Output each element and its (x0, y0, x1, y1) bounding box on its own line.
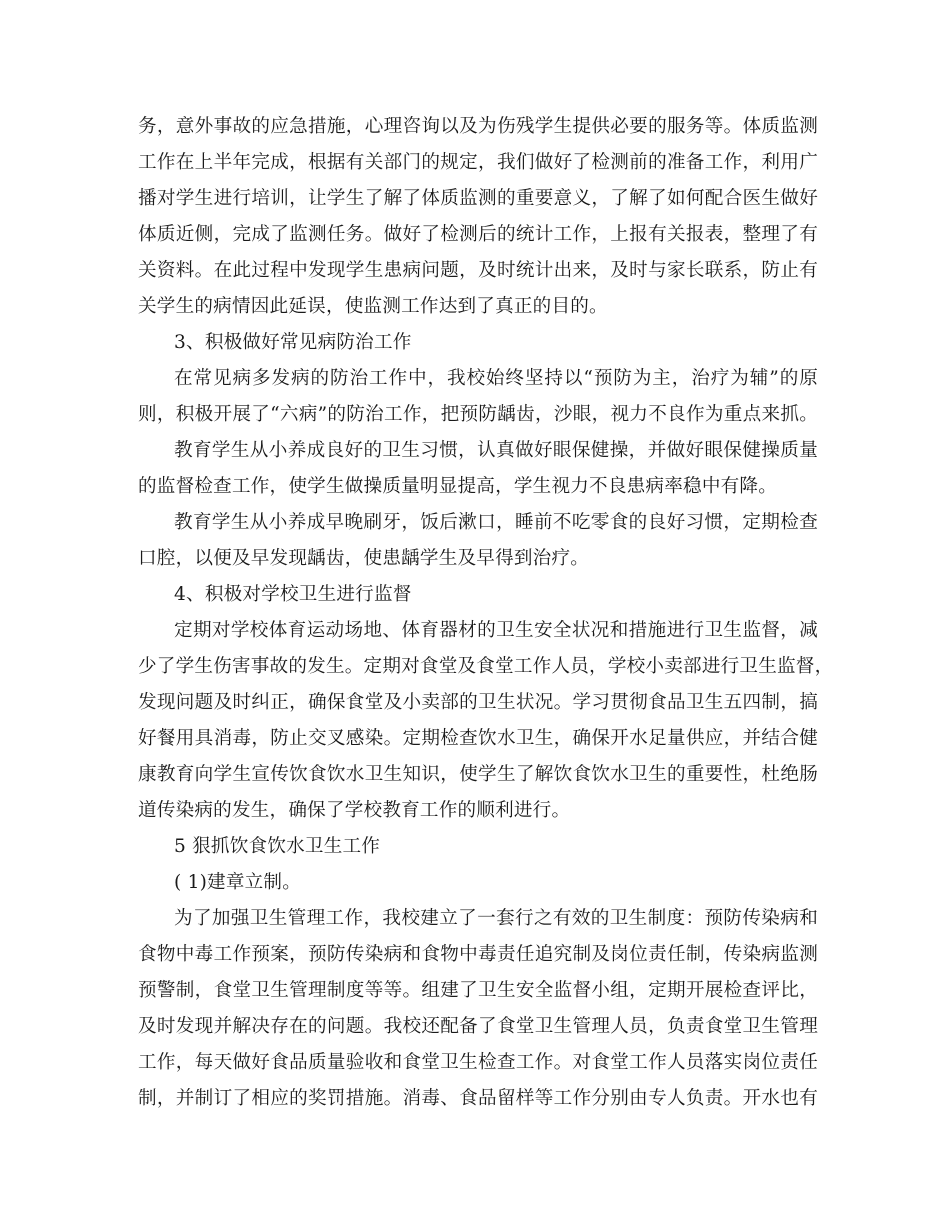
text-line: 则，积极开展了“六病”的防治工作，把预防龋齿，沙眼，视力不良作为重点来抓。 (138, 404, 818, 425)
text-line: 务，意外事故的应急措施，心理咨询以及为伤残学生提供必要的服务等。体质监测 (138, 116, 818, 137)
text-line: 关学生的病情因此延误，使监测工作达到了真正的目的。 (138, 296, 608, 317)
text-line: 关资料。在此过程中发现学生患病问题，及时统计出来，及时与家长联系，防止有 (138, 260, 818, 281)
text-line: 好餐用具消毒，防止交叉感染。定期检查饮水卫生，确保开水足量供应，并结合健 (138, 728, 818, 749)
text-line: 为了加强卫生管理工作，我校建立了一套行之有效的卫生制度：预防传染病和 (174, 908, 818, 929)
text-line: 体质近侧，完成了监测任务。做好了检测后的统计工作，上报有关报表，整理了有 (138, 224, 818, 245)
section-heading: 4、积极对学校卫生进行监督 (174, 584, 412, 605)
text-line: 康教育向学生宣传饮食饮水卫生知识，使学生了解饮食饮水卫生的重要性，杜绝肠 (138, 764, 818, 785)
text-line: 及时发现并解决存在的问题。我校还配备了食堂卫生管理人员，负责食堂卫生管理 (138, 1016, 818, 1037)
text-line: 教育学生从小养成早晚刷牙，饭后漱口，睡前不吃零食的良好习惯，定期检查 (174, 512, 818, 533)
text-line: 道传染病的发生，确保了学校教育工作的顺利进行。 (138, 800, 571, 821)
text-line: 食物中毒工作预案，预防传染病和食物中毒责任追究制及岗位责任制，传染病监测 (138, 944, 818, 965)
text-line: 工作，每天做好食品质量验收和食堂卫生检查工作。对食堂工作人员落实岗位责任 (138, 1052, 818, 1073)
text-line: 工作在上半年完成，根据有关部门的规定，我们做好了检测前的准备工作，利用广 (138, 152, 818, 173)
section-heading: 3、积极做好常见病防治工作 (174, 332, 412, 353)
text-line: 教育学生从小养成良好的卫生习惯，认真做好眼保健操，并做好眼保健操质量 (174, 440, 818, 461)
text-line: 少了学生伤害事故的发生。定期对食堂及食堂工作人员，学校小卖部进行卫生监督， (138, 656, 834, 677)
subsection-heading: ( 1)建章立制。 (174, 872, 302, 893)
text-line: 在常见病多发病的防治工作中，我校始终坚持以“预防为主，治疗为辅”的原 (174, 368, 818, 389)
text-line: 定期对学校体育运动场地、体育器材的卫生安全状况和措施进行卫生监督，减 (174, 620, 818, 641)
text-line: 播对学生进行培训，让学生了解了体质监测的重要意义，了解了如何配合医生做好 (138, 188, 818, 209)
section-heading: 5 狠抓饮食饮水卫生工作 (174, 836, 381, 857)
text-line: 口腔，以便及早发现龋齿，使患龋学生及早得到治疗。 (138, 548, 590, 569)
text-line: 发现问题及时纠正，确保食堂及小卖部的卫生状况。学习贯彻食品卫生五四制，搞 (138, 692, 818, 713)
text-line: 的监督检查工作，使学生做操质量明显提高，学生视力不良患病率稳中有降。 (138, 476, 777, 497)
text-line: 制，并制订了相应的奖罚措施。消毒、食品留样等工作分别由专人负责。开水也有 (138, 1088, 818, 1109)
text-line: 预警制，食堂卫生管理制度等等。组建了卫生安全监督小组，定期开展检查评比， (138, 980, 818, 1001)
